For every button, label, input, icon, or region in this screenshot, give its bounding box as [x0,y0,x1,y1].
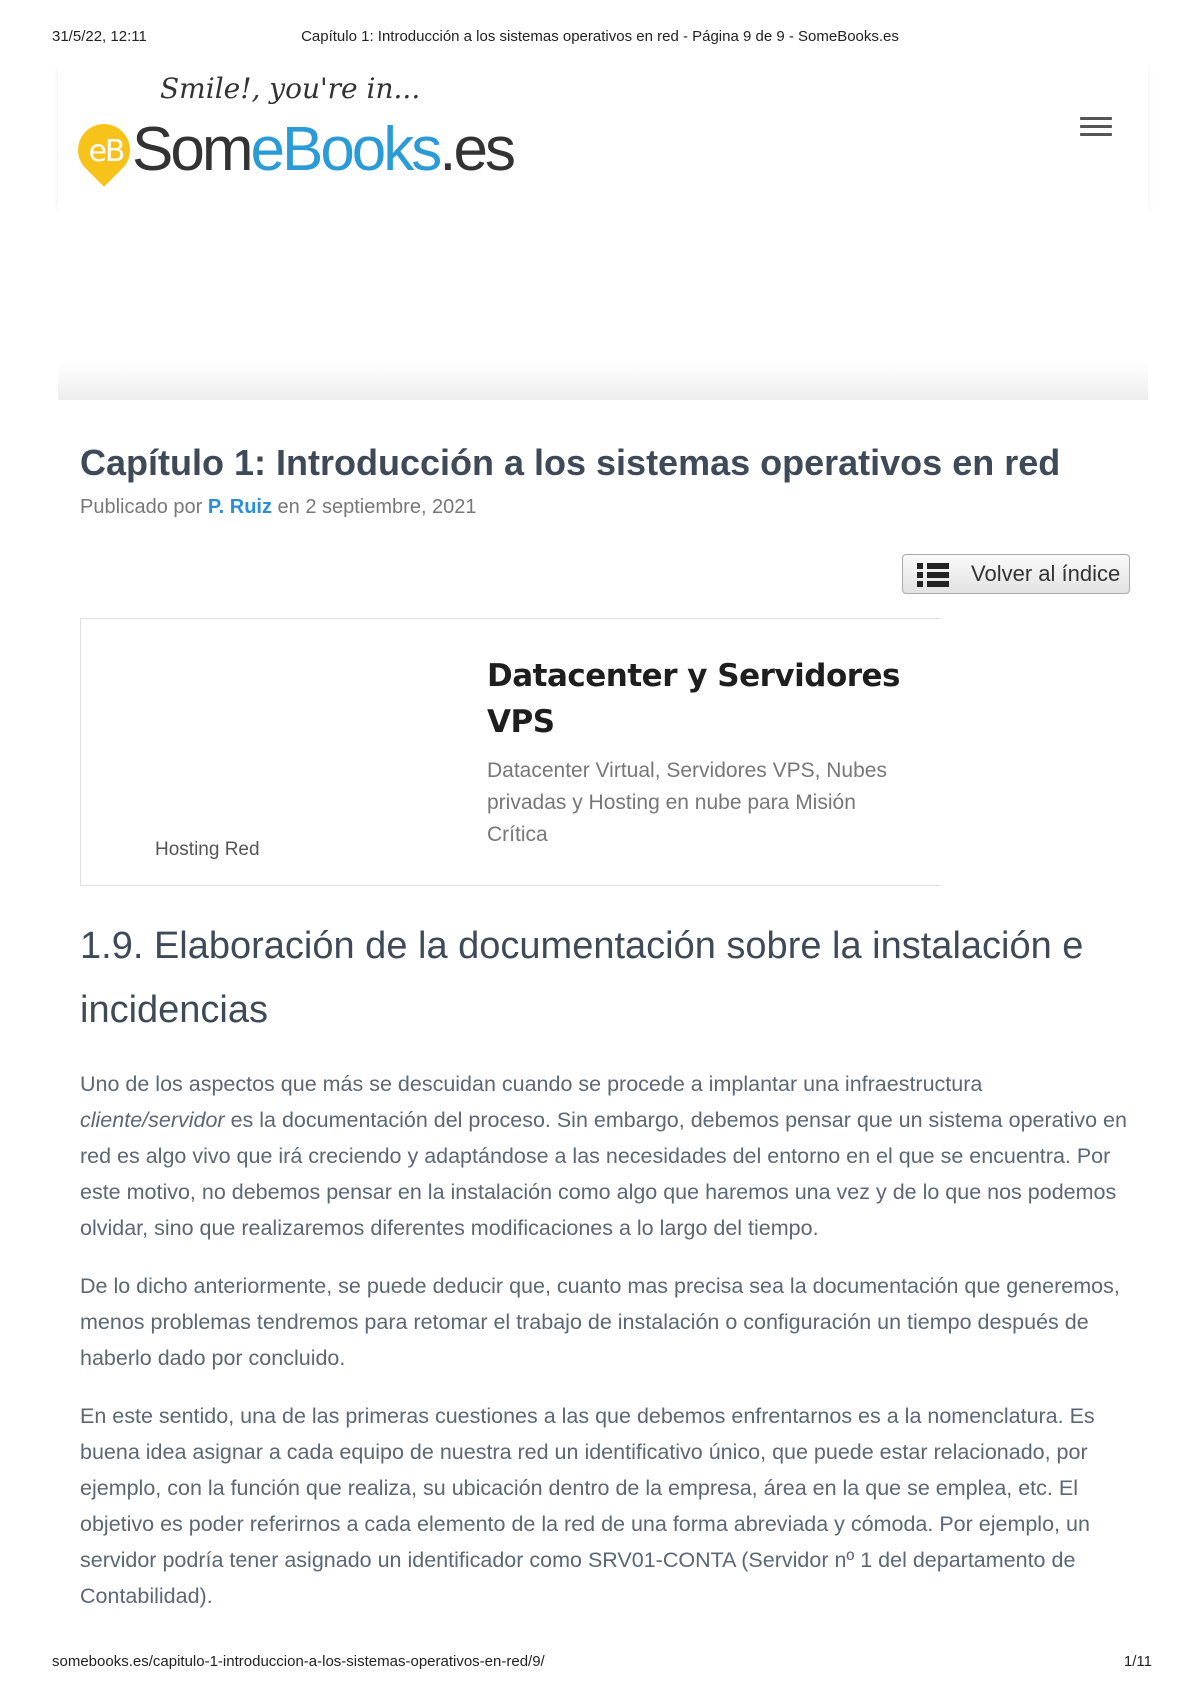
logo-pin-label: eB [88,134,124,169]
logo-wordmark [132,114,513,185]
paragraph-3: En este sentido, una de las primeras cuestiones a las que debemos enfrentarnos es a la nomenclatura. Es buena idea asignar a cada equipo de nuestra red un identificativo único, que puede estar relacionado, por ejemplo, con la función que realiza, su ubicación dentro de la empresa, área en la que se emplea, etc. El objetivo es poder referirnos a cada elemento de la red de una forma abreviada y cómoda. Por ejemplo, un servidor podría tener asignado un identificador como SRV01-CONTA (Servidor nº 1 del departamento de Contabilidad). [80,1404,1095,1608]
byline [80,496,477,519]
byline-prefix: Publicado por [80,496,208,518]
print-datetime: 31/5/22, 12:11 [52,28,147,45]
page-title: Capítulo 1: Introducción a los sistemas operativos en red [80,442,1061,483]
print-page-count: 1/11 [1123,1653,1152,1670]
logo-name-e: e [250,115,282,184]
print-page-title: Capítulo 1: Introducción a los sistemas operativos en red - Página 9 de 9 - SomeBooks.es [301,28,899,45]
back-to-index-label: Volver al índice [971,561,1121,586]
logo-tagline: Smile!, you're in... [160,72,421,105]
paragraph-1-end: es la documentación del proceso. Sin embargo, debemos pensar que un sistema operativo en red es algo vivo que irá creciendo y adaptándose a las necesidades del entorno en el que se encuentra. Por este motivo, no debemos pensar en la instalación como algo que haremos una vez y de lo que nos podemos olvidar, sino que realizaremos diferentes modificaciones a lo largo del tiempo. [80,1108,1127,1240]
ad-sponsor: Hosting Red [155,839,260,860]
ad-description: Datacenter Virtual, Servidores VPS, Nubes privadas y Hosting en nube para Misión Crítica [487,759,887,846]
paragraph-2: De lo dicho anteriormente, se puede deducir que, cuanto mas precisa sea la documentación que generemos, menos problemas tendremos para retomar el trabajo de instalación o configuración un tiempo después de haberlo dado por concluido. [80,1274,1120,1370]
logo-name-tld: .es [439,115,514,184]
section-heading: 1.9. Elaboración de la documentación sobre la instalación e incidencias [80,925,1084,1031]
back-to-index-button[interactable] [902,554,1130,594]
logo-name-some: Som [132,115,251,184]
paragraph-1-start: Uno de los aspectos que más se descuidan cuando se procede a implantar una infraestructura [80,1072,983,1096]
ad-title[interactable]: Datacenter y Servidores VPS [487,658,901,740]
ad-banner-slot [58,206,1148,400]
site-logo[interactable] [78,72,538,192]
logo-name-books: Books [281,115,440,184]
paragraph-1 [80,1066,1130,1246]
paragraph-1-emphasis: cliente/servidor [80,1108,225,1132]
byline-date: en 2 septiembre, 2021 [271,496,477,518]
hamburger-icon[interactable] [1076,112,1116,142]
site-header [58,60,1148,206]
list-icon [917,563,949,587]
article-content [80,1066,1130,1636]
author-link[interactable]: P. Ruiz [207,496,272,518]
ad-card[interactable] [80,618,940,886]
print-url: somebooks.es/capitulo-1-introduccion-a-los-sistemas-operativos-en-red/9/ [52,1653,545,1670]
